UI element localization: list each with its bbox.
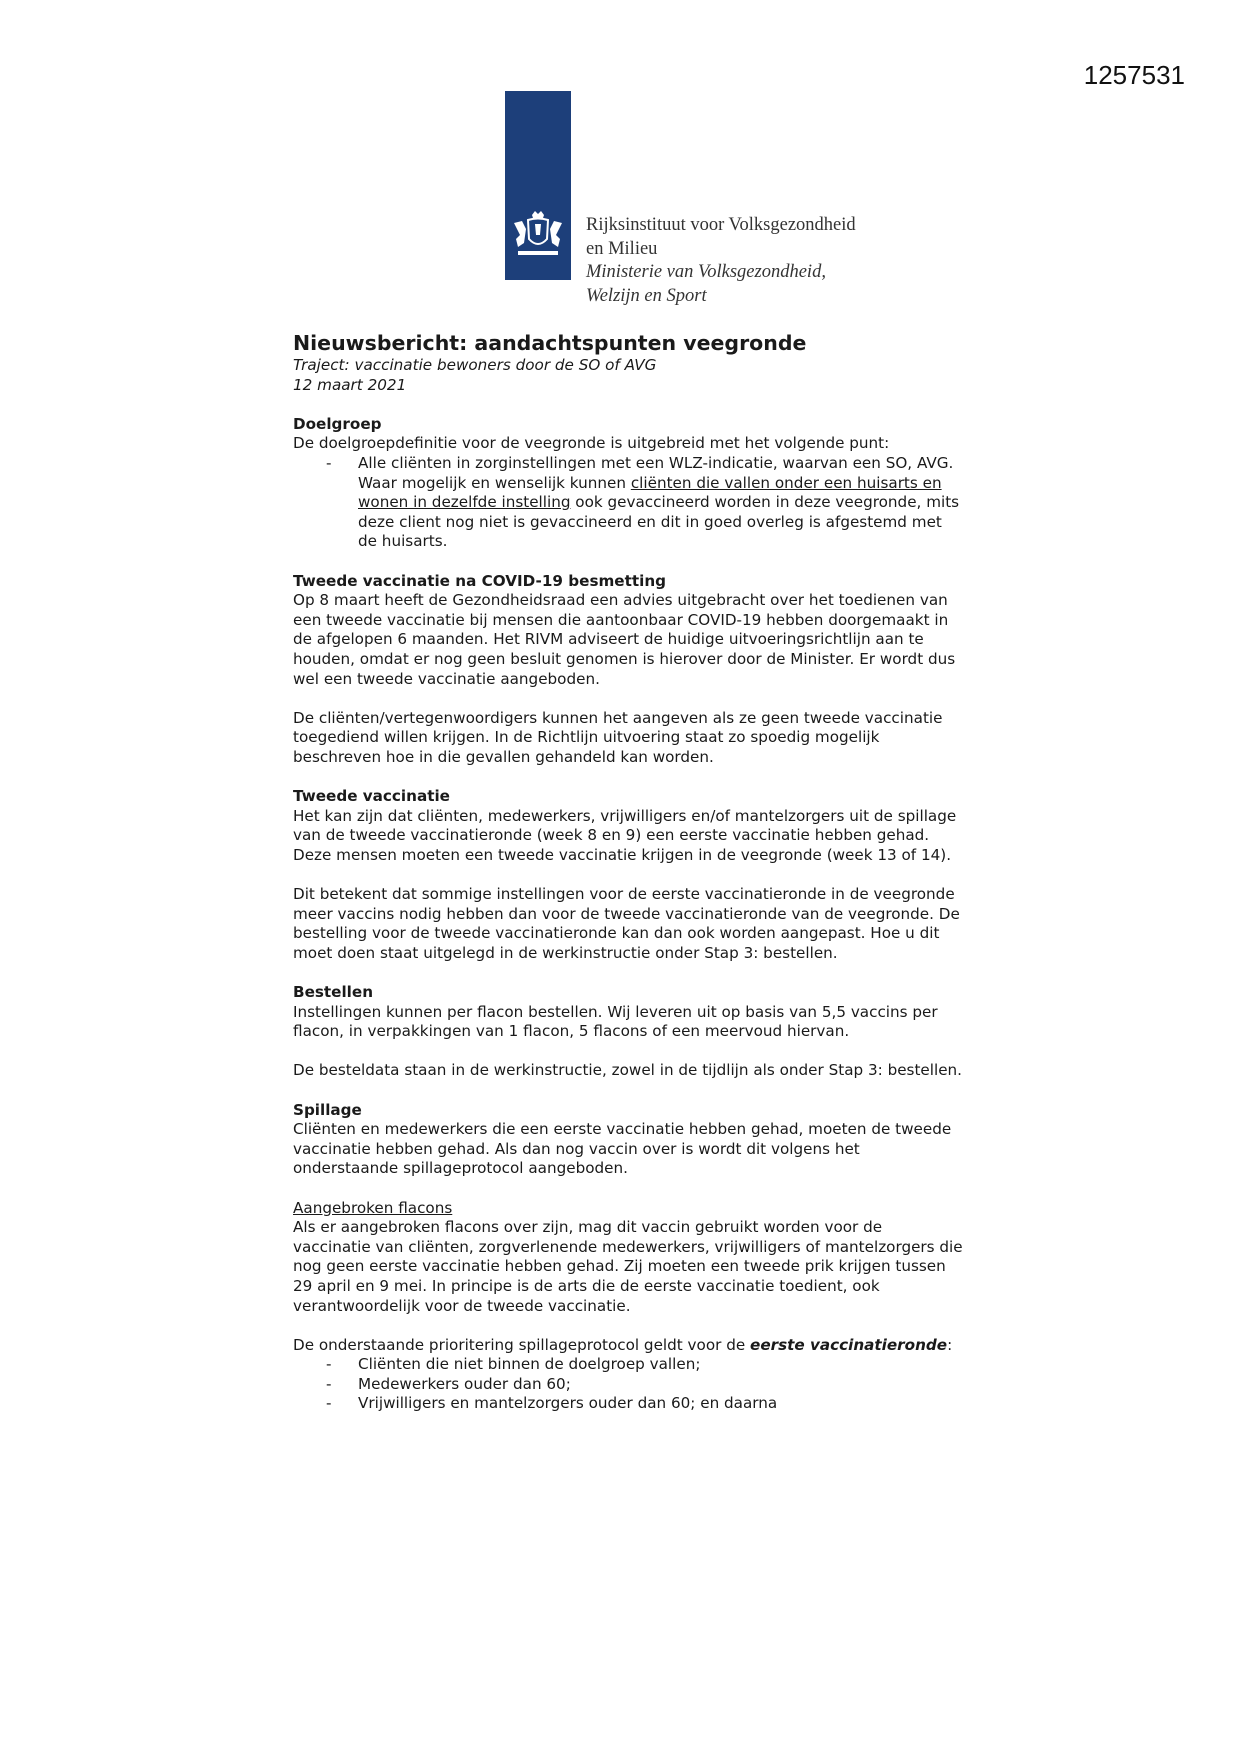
organisation-name [586,214,856,308]
org-name-line-2: en Milieu [586,238,658,259]
ministry-line-1: Ministerie van Volksgezondheid, [586,262,826,282]
rijksoverheid-logo-bar [505,91,571,280]
document-title: Nieuwsbericht: aandachtspunten veegronde [293,331,807,355]
list-item-text: ook gevaccineerd worden in deze veegronde, mits deze client nog niet is gevaccineerd en dit in goed overleg is afgestemd met de huisarts. [358,493,960,551]
ministry-line-2: Welzijn en Sport [586,285,707,306]
section-heading: Tweede vaccinatie [293,787,450,806]
paragraph: De cliënten/vertegenwoordigers kunnen het aangeven als ze geen tweede vaccinatie toegediend willen krijgen. In de Richtlijn uitvoering staat zo spoedig mogelijk beschreven hoe in die gevallen gehandeld kan worden. [293,708,943,766]
sub-heading: Aangebroken flacons [293,1198,453,1217]
prioritering-list [293,1355,963,1414]
section-bestellen [293,983,963,1081]
section-covid-besmetting [293,572,963,768]
underlined-text: cliënten die vallen onder een huisarts en wonen in dezelfde instelling [358,473,942,512]
doelgroep-intro: De doelgroepdefinitie voor de veegronde is uitgebreid met het volgende punt: [293,434,890,453]
traject-subtitle: Traject: vaccinatie bewoners door de SO of AVG [293,356,657,374]
section-heading: Doelgroep [293,414,382,433]
list-item-text: Alle cliënten in zorginstellingen met een WLZ-indicatie, waarvan een SO, AVG. Waar mogelijk en wenselijk kunnen [358,453,954,492]
doelgroep-list [293,454,963,552]
org-name-line-1: Rijksinstituut voor Volksgezondheid [586,215,856,235]
section-heading: Tweede vaccinatie na COVID-19 besmetting [293,571,667,590]
paragraph: De besteldata staan in de werkinstructie, zowel in de tijdlijn als onder Stap 3: bestellen. [293,1061,963,1080]
crest-icon [510,209,566,259]
document-date: 12 maart 2021 [293,375,407,394]
document-body [293,330,963,1414]
paragraph-text: De onderstaande prioritering spillageprotocol geldt voor de [293,1335,751,1354]
section-heading: Bestellen [293,983,374,1001]
emphasis-text: eerste vaccinatieronde [750,1335,948,1354]
paragraph: Op 8 maart heeft de Gezondheidsraad een advies uitgebracht over het toedienen van een tweede vaccinatie bij mensen die aantoonbaar COVID-19 hebben doorgemaakt in de afgelopen 6 maanden. Het RIVM adviseert de huidige uitvoeringsrichtlijn aan te houden, omdat er nog geen besluit genomen is hierover door de Minister. Er wordt dus wel een tweede vaccinatie aangeboden. [293,591,956,688]
paragraph: Cliënten en medewerkers die een eerste vaccinatie hebben gehad, moeten de tweede vaccinatie hebben gehad. Als dan nog vaccin over is wordt dit volgens het onderstaande spillageprotocol aangeboden. [293,1120,952,1178]
list-item [293,454,963,552]
paragraph: Als er aangebroken flacons over zijn, mag dit vaccin gebruikt worden voor de vaccinatie van cliënten, zorgverlenende medewerkers, vrijwilligers of mantelzorgers die nog geen eerste vaccinatie hebben gehad. Zij moeten een tweede prik krijgen tussen 29 april en 9 mei. In principe is de arts die de eerste vaccinatie toedient, ook verantwoordelijk voor de tweede vaccinatie. [293,1218,963,1315]
section-spillage [293,1101,963,1415]
section-doelgroep [293,415,963,552]
section-heading: Spillage [293,1100,362,1119]
list-item: - Vrijwilligers en mantelzorgers ouder dan 60; en daarna [293,1394,963,1414]
paragraph: Het kan zijn dat cliënten, medewerkers, vrijwilligers en/of mantelzorgers uit de spillage van de tweede vaccinatieronde (week 8 en 9) een eerste vaccinatie hebben gehad. Deze mensen moeten een tweede vaccinatie krijgen in de veegronde (week 13 of 14). [293,806,957,864]
paragraph-text: : [947,1335,953,1354]
paragraph [293,1336,963,1356]
list-item: - Medewerkers ouder dan 60; [293,1375,963,1395]
section-tweede-vaccinatie [293,787,963,963]
paragraph: Dit betekent dat sommige instellingen voor de eerste vaccinatieronde in de veegronde meer vaccins nodig hebben dan voor de tweede vaccinatieronde van de veegronde. De bestelling voor de tweede vaccinatieronde kan dan ook worden aangepast. Hoe u dit moet doen staat uitgelegd in de werkinstructie onder Stap 3: bestellen. [293,885,960,962]
document-number: 1257531 [1083,60,1185,90]
paragraph: Instellingen kunnen per flacon bestellen. Wij leveren uit op basis van 5,5 vaccins per flacon, in verpakkingen van 1 flacon, 5 flacons of een meervoud hiervan. [293,1002,938,1041]
list-item: - Cliënten die niet binnen de doelgroep vallen; [293,1355,963,1375]
